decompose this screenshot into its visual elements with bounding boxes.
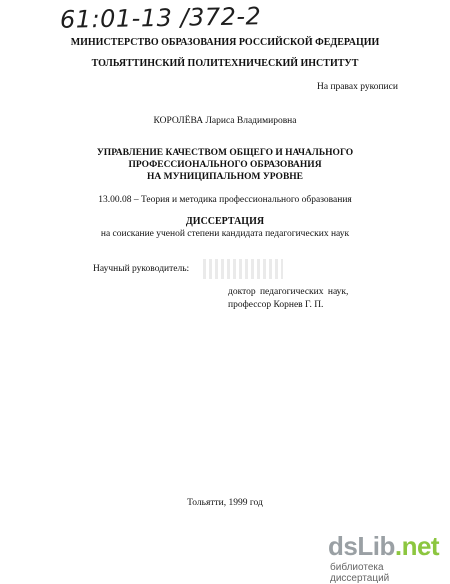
dslib-logo-name: dsLib: [328, 531, 395, 561]
title-line-3: НА МУНИЦИПАЛЬНОМ УРОВНЕ: [146, 172, 304, 182]
supervisor-label: Научный руководитель:: [93, 264, 190, 274]
city-year: Тольятти, 1999 год: [187, 498, 263, 508]
dslib-logo-domain: .net: [394, 531, 440, 561]
manuscript-rights-note: На правах рукописи: [317, 82, 398, 92]
degree-line: на соискание ученой степени кандидата педагогических наук: [100, 229, 350, 239]
institute-header: ТОЛЬЯТТИНСКИЙ ПОЛИТЕХНИЧЕСКИЙ ИНСТИТУТ: [91, 58, 359, 69]
dslib-logo: [328, 531, 439, 562]
author-name: КОРОЛЁВА Лариса Владимировна: [153, 116, 297, 126]
dissertation-label: ДИССЕРТАЦИЯ: [185, 216, 265, 227]
ministry-header: МИНИСТЕРСТВО ОБРАЗОВАНИЯ РОССИЙСКОЙ ФЕДЕРАЦИИ: [70, 37, 380, 48]
dslib-subtitle: библиотека диссертаций: [330, 562, 390, 584]
handwritten-archive-code: 61:01-13 /372-2: [59, 2, 262, 34]
faded-signature-mark: [203, 259, 283, 279]
title-line-2: ПРОФЕССИОНАЛЬНОГО ОБРАЗОВАНИЯ: [128, 160, 322, 170]
specialty-line: 13.00.08 – Теория и методика профессионального образования: [98, 195, 352, 205]
supervisor-degree: доктор педагогических наук,: [228, 287, 349, 297]
dslib-watermark: [328, 531, 440, 584]
supervisor-name: профессор Корнев Г. П.: [228, 300, 324, 310]
title-line-1: УПРАВЛЕНИЕ КАЧЕСТВОМ ОБЩЕГО И НАЧАЛЬНОГО: [96, 148, 354, 158]
